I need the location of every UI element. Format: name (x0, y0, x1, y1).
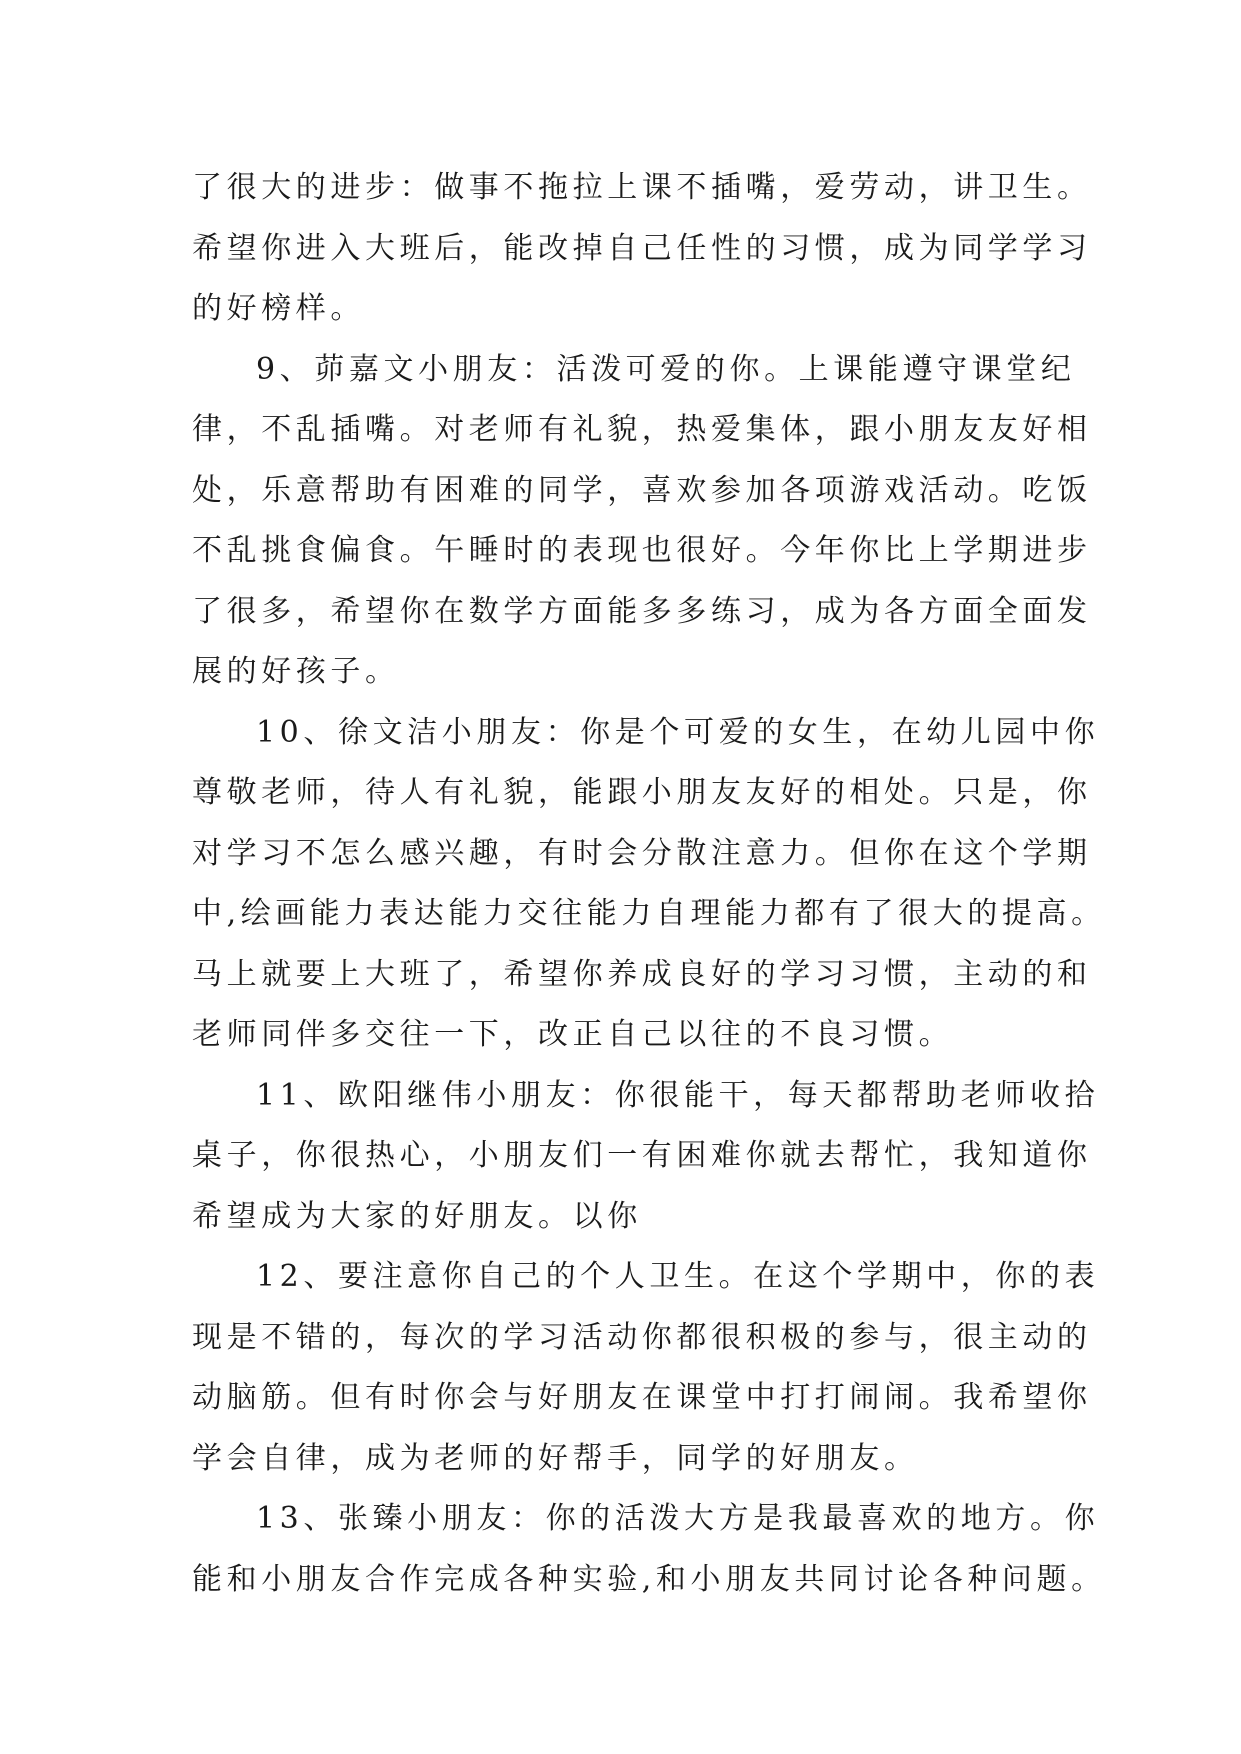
text-line: 动脑筋。但有时你会与好朋友在课堂中打打闹闹。我希望你 (192, 1380, 1092, 1415)
text-line: 了很大的进步：做事不拖拉上课不插嘴，爱劳动，讲卫生。 (192, 170, 1092, 205)
text-line: 12、要注意你自己的个人卫生。在这个学期中，你的表 (256, 1259, 1100, 1294)
text-line: 处，乐意帮助有困难的同学，喜欢参加各项游戏活动。吃饭 (192, 472, 1092, 508)
paragraph-item-11 (192, 1066, 1100, 1248)
paragraph-continuation (192, 158, 1092, 340)
paragraph-item-9 (192, 340, 1092, 703)
text-line: 学会自律，成为老师的好帮手，同学的好朋友。 (192, 1440, 919, 1476)
text-line: 希望你进入大班后，能改掉自己任性的习惯，成为同学学习 (192, 230, 1092, 266)
paragraph-item-12 (192, 1247, 1100, 1489)
text-line: 现是不错的，每次的学习活动你都很积极的参与，很主动的 (192, 1319, 1092, 1355)
text-line: 展的好孩子。 (192, 654, 400, 689)
text-line: 老师同伴多交往一下，改正自己以往的不良习惯。 (192, 1017, 954, 1052)
text-line: 希望成为大家的好朋友。以你 (192, 1198, 642, 1234)
paragraph-item-10 (192, 703, 1106, 1066)
text-line: 中,绘画能力表达能力交往能力自理能力都有了很大的提高。 (192, 896, 1106, 931)
text-line: 对学习不怎么感兴趣，有时会分散注意力。但你在这个学期 (192, 835, 1092, 871)
text-line: 不乱挑食偏食。午睡时的表现也很好。今年你比上学期进步 (192, 533, 1092, 568)
text-line: 的好榜样。 (192, 291, 365, 326)
text-line: 能和小朋友合作完成各种实验,和小朋友共同讨论各种问题。 (192, 1561, 1106, 1597)
document-body (192, 158, 1106, 1610)
text-line: 9、茆嘉文小朋友：活泼可爱的你。上课能遵守课堂纪 (256, 351, 1076, 387)
text-line: 律，不乱插嘴。对老师有礼貌，热爱集体，跟小朋友友好相 (192, 412, 1092, 447)
text-line: 了很多，希望你在数学方面能多多练习，成为各方面全面发 (192, 593, 1092, 629)
text-line: 马上就要上大班了，希望你养成良好的学习习惯，主动的和 (192, 956, 1092, 992)
text-line: 11、欧阳继伟小朋友：你很能干，每天都帮助老师收拾 (256, 1077, 1100, 1113)
text-line: 13、张臻小朋友：你的活泼大方是我最喜欢的地方。你 (256, 1501, 1100, 1536)
text-line: 尊敬老师，待人有礼貌，能跟小朋友友好的相处。只是，你 (192, 775, 1092, 810)
text-line: 10、徐文洁小朋友：你是个可爱的女生，在幼儿园中你 (256, 714, 1100, 750)
paragraph-item-13 (192, 1489, 1106, 1610)
text-line: 桌子，你很热心，小朋友们一有困难你就去帮忙，我知道你 (192, 1138, 1092, 1173)
